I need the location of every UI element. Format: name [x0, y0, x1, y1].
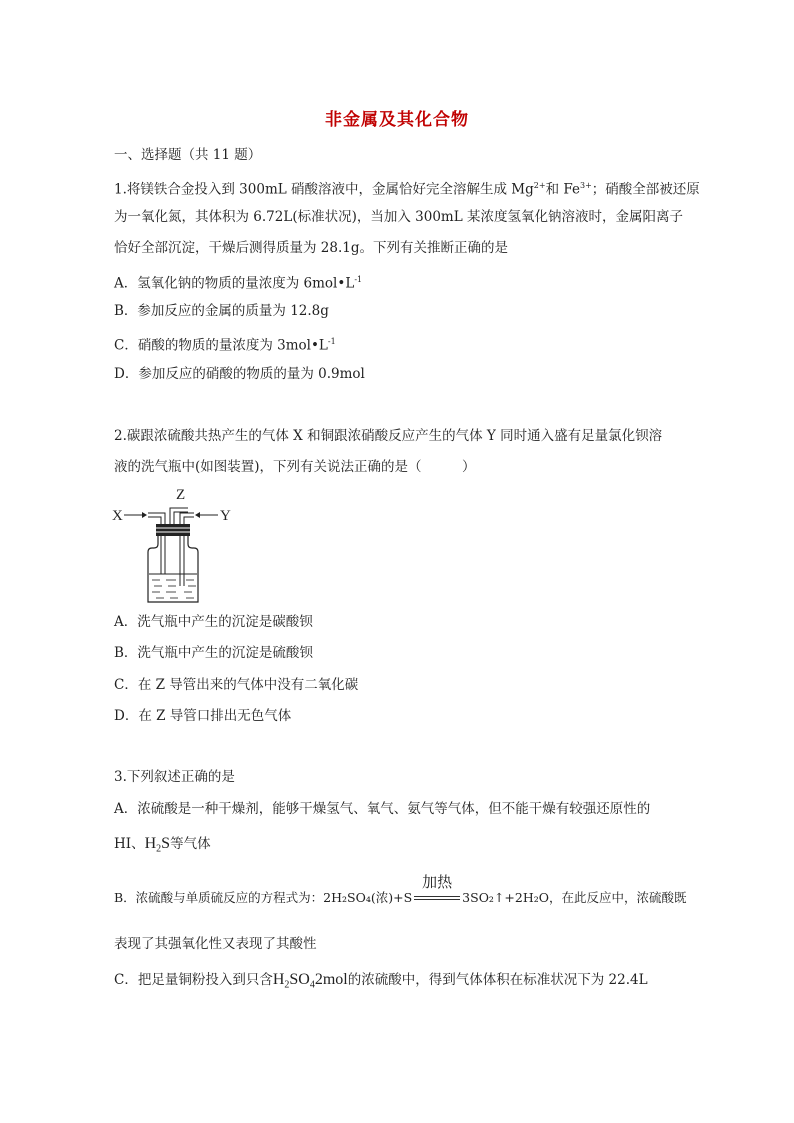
liquid-hatching	[152, 580, 196, 598]
q3-a-hi: HI、	[114, 836, 145, 852]
section-heading: 一、选择题（共 11 题）	[114, 147, 262, 163]
q2-stem-line1: 2.碳跟浓硫酸共热产生的气体 X 和铜跟浓硝酸反应产生的气体 Y 同时通入盛有足量氯化钡溶	[114, 428, 663, 444]
reaction-condition-label: 加热	[422, 872, 453, 891]
q1-stem-line3: 恰好全部沉淀，干燥后测得质量为 28.1g。下列有关推断正确的是	[114, 240, 508, 256]
q3-a-h: H	[144, 835, 157, 852]
q3-stem: 3.下列叙述正确的是	[114, 769, 235, 785]
q3-b-reactants: B．浓硫酸与单质硫反应的方程式为：2H₂SO₄(浓)+S	[114, 890, 413, 905]
q3-c-sub2: 2	[284, 979, 290, 991]
label-z: Z	[176, 487, 186, 503]
q1-option-b[interactable]: B．参加反应的金属的质量为 12.8g	[114, 303, 329, 319]
tube-x	[148, 513, 165, 574]
q1-option-d[interactable]: D．参加反应的硝酸的物质的量为 0.9mol	[114, 366, 365, 382]
q1-option-c-text: C．硝酸的物质的量浓度为 3mol•L	[114, 337, 328, 354]
q3-a-tail: 等气体	[170, 836, 211, 852]
q3-option-b-line1[interactable]	[114, 872, 687, 909]
q2-option-d[interactable]: D．在 Z 导管口排出无色气体	[114, 708, 292, 724]
q1-option-a-text: A．氢氧化钠的物质的量浓度为 6mol•L	[114, 275, 355, 292]
q1-text-a: 1.将镁铁合金投入到 300mL 硝酸溶液中，金属恰好完全溶解生成 Mg	[114, 181, 534, 198]
gas-washing-bottle-diagram	[110, 486, 240, 604]
reaction-condition	[412, 872, 462, 909]
q1-option-c[interactable]	[114, 332, 336, 356]
q3-a-s: S	[161, 835, 171, 852]
q1-text-b: 和 Fe	[545, 181, 580, 198]
q3-option-b-line2[interactable]: 表现了其强氧化性又表现了其酸性	[114, 936, 317, 952]
arrow-y-head	[195, 512, 200, 518]
q1-stem-line2: 为一氧化氮，其体积为 6.72L(标准状况)，当加入 300mL 某浓度氢氧化钠溶液时，金属阳离子	[114, 209, 683, 225]
stopper	[156, 524, 190, 536]
q2-stem-line2: 液的洗气瓶中(如图装置)，下列有关说法正确的是（ ）	[114, 459, 476, 475]
q2-option-a[interactable]: A．洗气瓶中产生的沉淀是碳酸钡	[114, 614, 313, 630]
q1-option-c-sup: -1	[327, 337, 336, 346]
q1-text-c: ；硝酸全部被还原	[591, 181, 700, 198]
label-x: X	[112, 508, 123, 524]
q1-option-a[interactable]	[114, 270, 362, 294]
tube-y	[180, 513, 194, 586]
q3-c-so: SO	[289, 971, 310, 988]
label-y: Y	[220, 508, 231, 524]
mg-charge: 2+	[533, 181, 546, 190]
fe-charge: 3+	[579, 181, 592, 190]
q3-c-text-b: 的浓硫酸中，得到气体体积在标准状况下为 22.4L	[347, 972, 648, 988]
arrow-x-head	[142, 512, 147, 518]
q3-c-sub4: 4	[309, 979, 315, 991]
q1-stem-line1	[114, 176, 700, 200]
q3-c-text-a: C．把足量铜粉投入到只含	[114, 972, 273, 988]
q3-option-a-line2[interactable]	[114, 834, 211, 860]
q2-option-b[interactable]: B．洗气瓶中产生的沉淀是硫酸钡	[114, 645, 313, 661]
q3-c-amount: 2mol	[314, 971, 348, 988]
q2-option-c[interactable]: C．在 Z 导管出来的气体中没有二氧化碳	[114, 677, 359, 693]
q3-b-products: 3SO₂↑+2H₂O，在此反应中，浓硫酸既	[462, 890, 687, 905]
q3-option-c[interactable]	[114, 970, 648, 996]
q3-option-a-line1[interactable]: A．浓硫酸是一种干燥剂，能够干燥氢气、氧气、氨气等气体，但不能干燥有较强还原性的	[114, 801, 651, 817]
q3-a-sub: 2	[156, 843, 162, 855]
q3-c-h: H	[272, 971, 285, 988]
q1-option-a-sup: -1	[354, 275, 363, 284]
document-title: 非金属及其化合物	[325, 110, 469, 130]
